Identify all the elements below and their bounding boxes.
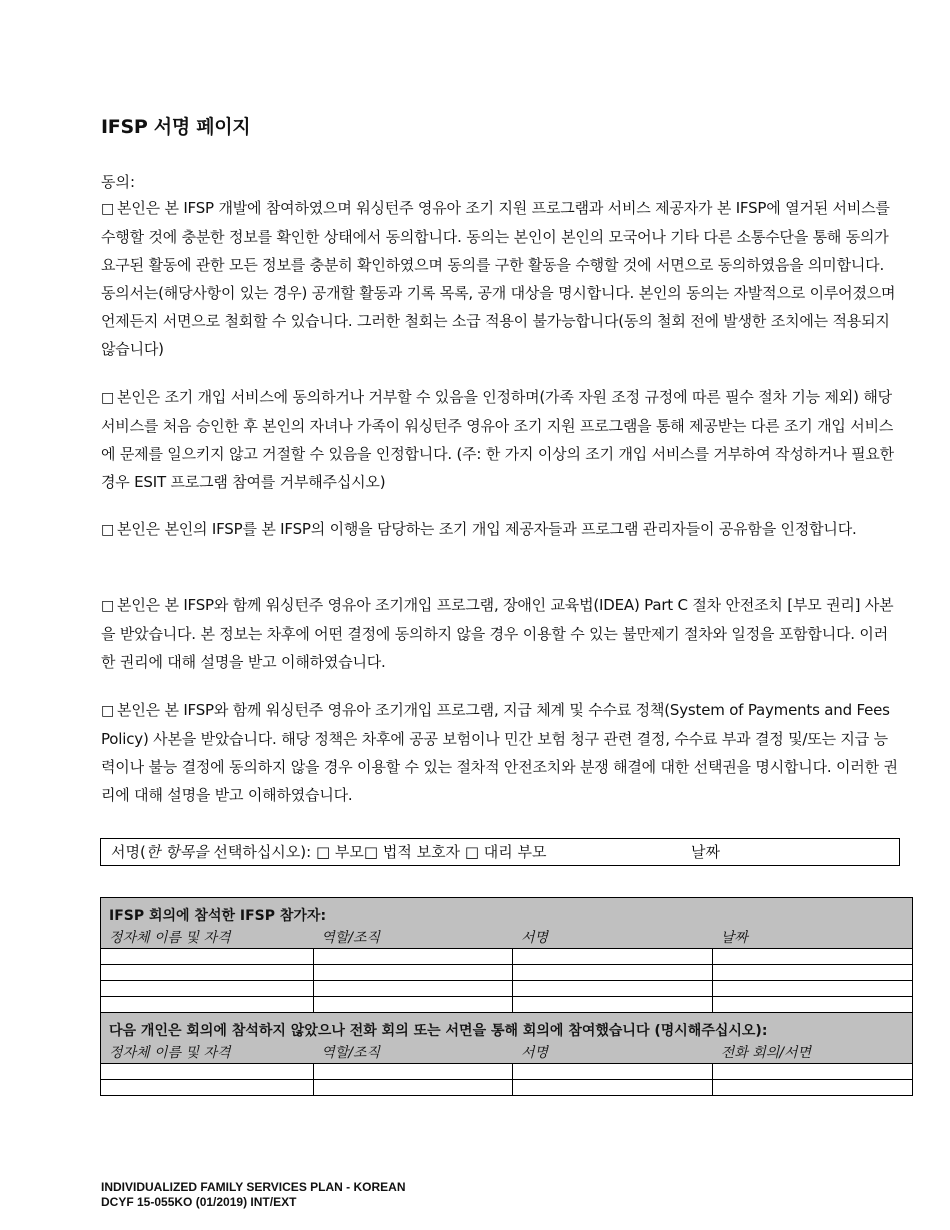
entry-cell[interactable]	[713, 997, 913, 1013]
entry-cell[interactable]	[713, 1080, 913, 1096]
entry-cell[interactable]	[513, 1064, 713, 1080]
checkbox-icon[interactable]: □	[101, 201, 115, 217]
table-row	[101, 1080, 913, 1096]
column-header: 정자체 이름 및 자격	[101, 927, 314, 949]
consent-paragraph-3	[101, 515, 901, 544]
entry-cell[interactable]	[313, 981, 513, 997]
entry-cell[interactable]	[101, 981, 314, 997]
entry-cell[interactable]	[101, 949, 314, 965]
entry-cell[interactable]	[513, 965, 713, 981]
paragraph-text: 본인은 본 IFSP와 함께 워싱턴주 영유아 조기개입 프로그램, 지급 체계 및 수수료 정책(System of Payments and Fees Policy) 사본을 받았습니다. 해당 정책은 차후에 공공 보험이나 민간 보험 청구 관련 결정, 수수료 부과 결정 및/또는 지급 능력이나 불능 결정에 동의하지 않을 경우 이용할 수 있는 절차적 안전조치와 분쟁 해결에 대한 선택권을 명시합니다. 이러한 권리에 대해 설명을 받고 이해하였습니다.	[101, 701, 898, 804]
column-header: 날짜	[713, 927, 913, 949]
paragraph-text: 본인은 본 IFSP와 함께 워싱턴주 영유아 조기개입 프로그램, 장애인 교육법(IDEA) Part C 절차 안전조치 [부모 권리] 사본을 받았습니다. 본 정보는 차후에 어떤 결정에 동의하지 않을 경우 이용할 수 있는 불만제기 절차와 일정을 포함합니다. 이러한 권리에 대해 설명을 받고 이해하였습니다.	[101, 596, 894, 671]
page-title: IFSP 서명 페이지	[101, 116, 251, 138]
participants-heading: IFSP 회의에 참석한 IFSP 참가자:	[101, 898, 913, 928]
paragraph-text: 본인은 조기 개입 서비스에 동의하거나 거부할 수 있음을 인정하며(가족 자원 조정 규정에 따른 필수 절차 기능 제외) 해당 서비스를 처음 승인한 후 본인의 자녀나 가족이 워싱턴주 영유아 조기 지원 프로그램을 통해 제공받는 다른 조기 개입 서비스에 문제를 일으키지 않고 거절할 수 있음을 인정합니다. (주: 한 가지 이상의 조기 개입 서비스를 거부하여 작성하거나 필요한 경우 ESIT 프로그램 참여를 거부해주십시오)	[101, 388, 894, 491]
signature-date-label: 날짜	[691, 843, 720, 861]
signature-field[interactable]	[100, 838, 900, 866]
column-header: 서명	[513, 1042, 713, 1064]
consent-paragraph-2	[101, 383, 901, 496]
entry-cell[interactable]	[513, 997, 713, 1013]
checkbox-icon[interactable]: □	[101, 598, 115, 614]
checkbox-icon[interactable]: □	[101, 522, 115, 538]
participants-table	[100, 897, 913, 1096]
entry-cell[interactable]	[513, 1080, 713, 1096]
signer-role-options[interactable]: □ 부모□ 법적 보호자 □ 대리 부모	[315, 843, 547, 861]
consent-paragraph-5	[101, 696, 901, 809]
checkbox-icon[interactable]: □	[101, 390, 115, 406]
column-header: 정자체 이름 및 자격	[101, 1042, 314, 1064]
table-row	[101, 981, 913, 997]
form-number: DCYF 15-055KO (01/2019) INT/EXT	[101, 1195, 297, 1209]
entry-cell[interactable]	[101, 997, 314, 1013]
entry-cell[interactable]	[101, 1080, 314, 1096]
entry-cell[interactable]	[713, 949, 913, 965]
signature-label: 서명(한 항목을 선택하십시오):	[111, 843, 316, 861]
entry-cell[interactable]	[313, 1080, 513, 1096]
paragraph-text: 본인은 본 IFSP 개발에 참여하였으며 워싱턴주 영유아 조기 지원 프로그램과 서비스 제공자가 본 IFSP에 열거된 서비스를 수행할 것에 충분한 정보를 확인한 상태에서 동의합니다. 동의는 본인이 본인의 모국어나 기타 다른 소통수단을 통해 동의가 요구된 활동에 관한 모든 정보를 충분히 확인하였으며 동의를 구한 활동을 수행할 것에 서면으로 동의하였음을 의미합니다. 동의서는(해당사항이 있는 경우) 공개할 활동과 기록 목록, 공개 대상을 명시합니다. 본인의 동의는 자발적으로 이루어졌으며 언제든지 서면으로 철회할 수 있습니다. 그러한 철회는 소급 적용이 불가능합니다(동의 철회 전에 발생한 조치에는 적용되지 않습니다)	[101, 199, 896, 358]
form-footer	[101, 1180, 405, 1210]
table-row	[101, 1064, 913, 1080]
entry-cell[interactable]	[513, 981, 713, 997]
entry-cell[interactable]	[101, 965, 314, 981]
consent-label: 동의:	[101, 173, 136, 191]
entry-cell[interactable]	[513, 949, 713, 965]
remote-heading: 다음 개인은 회의에 참석하지 않았으나 전화 회의 또는 서면을 통해 회의에 참여했습니다 (명시해주십시오):	[101, 1013, 913, 1043]
consent-paragraph-4	[101, 591, 901, 676]
column-header: 전화 회의/서면	[713, 1042, 913, 1064]
consent-paragraph-1	[101, 194, 901, 363]
column-header: 서명	[513, 927, 713, 949]
table-row	[101, 997, 913, 1013]
entry-cell[interactable]	[313, 997, 513, 1013]
form-title: INDIVIDUALIZED FAMILY SERVICES PLAN - KOREAN	[101, 1180, 406, 1194]
column-header: 역할/조직	[313, 1042, 513, 1064]
entry-cell[interactable]	[713, 981, 913, 997]
entry-cell[interactable]	[313, 949, 513, 965]
paragraph-text: 본인은 본인의 IFSP를 본 IFSP의 이행을 담당하는 조기 개입 제공자들과 프로그램 관리자들이 공유함을 인정합니다.	[117, 520, 857, 538]
column-header: 역할/조직	[313, 927, 513, 949]
checkbox-icon[interactable]: □	[101, 703, 115, 719]
table-row	[101, 965, 913, 981]
entry-cell[interactable]	[101, 1064, 314, 1080]
entry-cell[interactable]	[313, 1064, 513, 1080]
entry-cell[interactable]	[713, 965, 913, 981]
entry-cell[interactable]	[713, 1064, 913, 1080]
table-row	[101, 949, 913, 965]
entry-cell[interactable]	[313, 965, 513, 981]
